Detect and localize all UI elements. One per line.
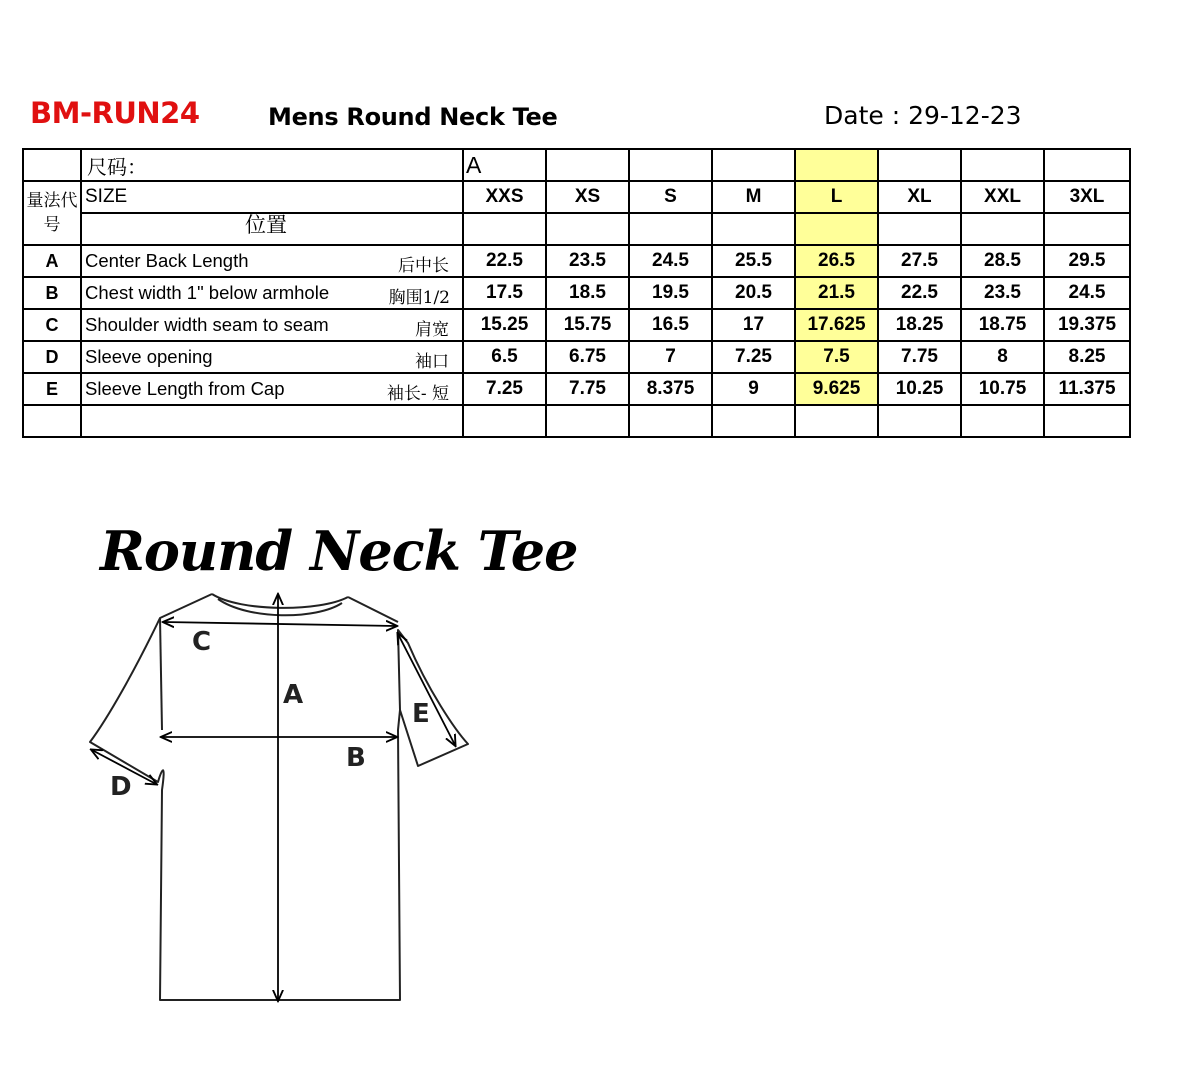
size-header: S	[629, 181, 712, 213]
label-b: B	[346, 743, 366, 773]
measure-value: 27.5	[878, 245, 961, 277]
measure-description	[81, 341, 463, 373]
label-c: C	[192, 627, 212, 657]
size-header-row	[23, 181, 1130, 213]
measure-description	[81, 309, 463, 341]
table-row	[23, 341, 1130, 373]
measure-key: B	[23, 277, 81, 309]
position-row	[23, 213, 1130, 245]
style-code: BM-RUN24	[30, 96, 200, 130]
measure-description	[81, 373, 463, 405]
table-row	[23, 309, 1130, 341]
measure-value: 17.5	[463, 277, 546, 309]
measure-value: 19.5	[629, 277, 712, 309]
diagram-title: Round Neck Tee	[100, 519, 578, 583]
measure-value: 10.75	[961, 373, 1044, 405]
measure-value: 22.5	[463, 245, 546, 277]
measure-value: 6.5	[463, 341, 546, 373]
empty-row	[23, 405, 1130, 437]
size-header: M	[712, 181, 795, 213]
measure-desc-zh: 肩宽	[415, 320, 449, 340]
measure-value: 15.25	[463, 309, 546, 341]
measure-value: 29.5	[1044, 245, 1130, 277]
size-header: XXS	[463, 181, 546, 213]
measure-desc-en: Sleeve Length from Cap	[85, 378, 285, 399]
measure-value: 7	[629, 341, 712, 373]
measure-value: 7.75	[878, 341, 961, 373]
measure-desc-zh: 胸围1/2	[388, 288, 450, 308]
size-header: 3XL	[1044, 181, 1130, 213]
measure-value: 9	[712, 373, 795, 405]
size-header: XL	[878, 181, 961, 213]
label-e: E	[412, 699, 430, 729]
size-label-row	[23, 149, 1130, 181]
measure-desc-en: Chest width 1" below armhole	[85, 282, 330, 303]
measure-code-label: 量法代号	[23, 181, 81, 245]
date-label: Date : 29-12-23	[824, 101, 1022, 130]
tee-diagram	[80, 500, 578, 1025]
measure-value: 7.25	[463, 373, 546, 405]
measure-desc-zh: 袖口	[415, 352, 449, 372]
measure-value-highlighted: 7.5	[795, 341, 878, 373]
product-title: Mens Round Neck Tee	[268, 103, 558, 131]
measure-value-highlighted: 17.625	[795, 309, 878, 341]
size-spec-table	[22, 148, 1131, 438]
size-range-label: A	[463, 149, 546, 181]
label-a: A	[283, 680, 304, 710]
size-label-en: SIZE	[81, 181, 463, 213]
table-row	[23, 277, 1130, 309]
measure-desc-en: Sleeve opening	[85, 346, 213, 367]
measure-value-highlighted: 9.625	[795, 373, 878, 405]
measure-value: 28.5	[961, 245, 1044, 277]
measure-value: 19.375	[1044, 309, 1130, 341]
measure-value: 23.5	[546, 245, 629, 277]
measure-description	[81, 277, 463, 309]
measure-value: 24.5	[629, 245, 712, 277]
measure-value-highlighted: 21.5	[795, 277, 878, 309]
measure-value: 22.5	[878, 277, 961, 309]
measure-line-c	[164, 622, 396, 626]
measure-desc-zh: 袖长- 短	[386, 384, 449, 404]
measure-value: 25.5	[712, 245, 795, 277]
measure-value: 15.75	[546, 309, 629, 341]
measure-value: 6.75	[546, 341, 629, 373]
measure-description	[81, 245, 463, 277]
measure-key: C	[23, 309, 81, 341]
label-d: D	[110, 772, 132, 802]
measure-value: 8	[961, 341, 1044, 373]
size-header: XXL	[961, 181, 1044, 213]
measure-value: 18.75	[961, 309, 1044, 341]
measure-value: 8.375	[629, 373, 712, 405]
measure-value: 24.5	[1044, 277, 1130, 309]
measure-value: 10.25	[878, 373, 961, 405]
measure-value: 18.25	[878, 309, 961, 341]
measure-value: 11.375	[1044, 373, 1130, 405]
tee-outline	[90, 594, 468, 1000]
size-header-highlighted: L	[795, 181, 878, 213]
table-row	[23, 373, 1130, 405]
measure-key: D	[23, 341, 81, 373]
measure-value: 20.5	[712, 277, 795, 309]
measure-value: 16.5	[629, 309, 712, 341]
size-label-zh: 尺码：	[81, 149, 463, 181]
size-header: XS	[546, 181, 629, 213]
measure-key: A	[23, 245, 81, 277]
measure-value: 23.5	[961, 277, 1044, 309]
measure-value-highlighted: 26.5	[795, 245, 878, 277]
table-row	[23, 245, 1130, 277]
measure-value: 8.25	[1044, 341, 1130, 373]
measure-desc-zh: 后中长	[398, 256, 449, 276]
measure-key: E	[23, 373, 81, 405]
position-label: 位置	[81, 213, 463, 245]
measure-value: 17	[712, 309, 795, 341]
measure-value: 7.75	[546, 373, 629, 405]
measure-desc-en: Center Back Length	[85, 250, 249, 271]
measure-value: 18.5	[546, 277, 629, 309]
measure-desc-en: Shoulder width seam to seam	[85, 314, 329, 335]
measure-value: 7.25	[712, 341, 795, 373]
tee-illustration	[80, 500, 578, 1020]
